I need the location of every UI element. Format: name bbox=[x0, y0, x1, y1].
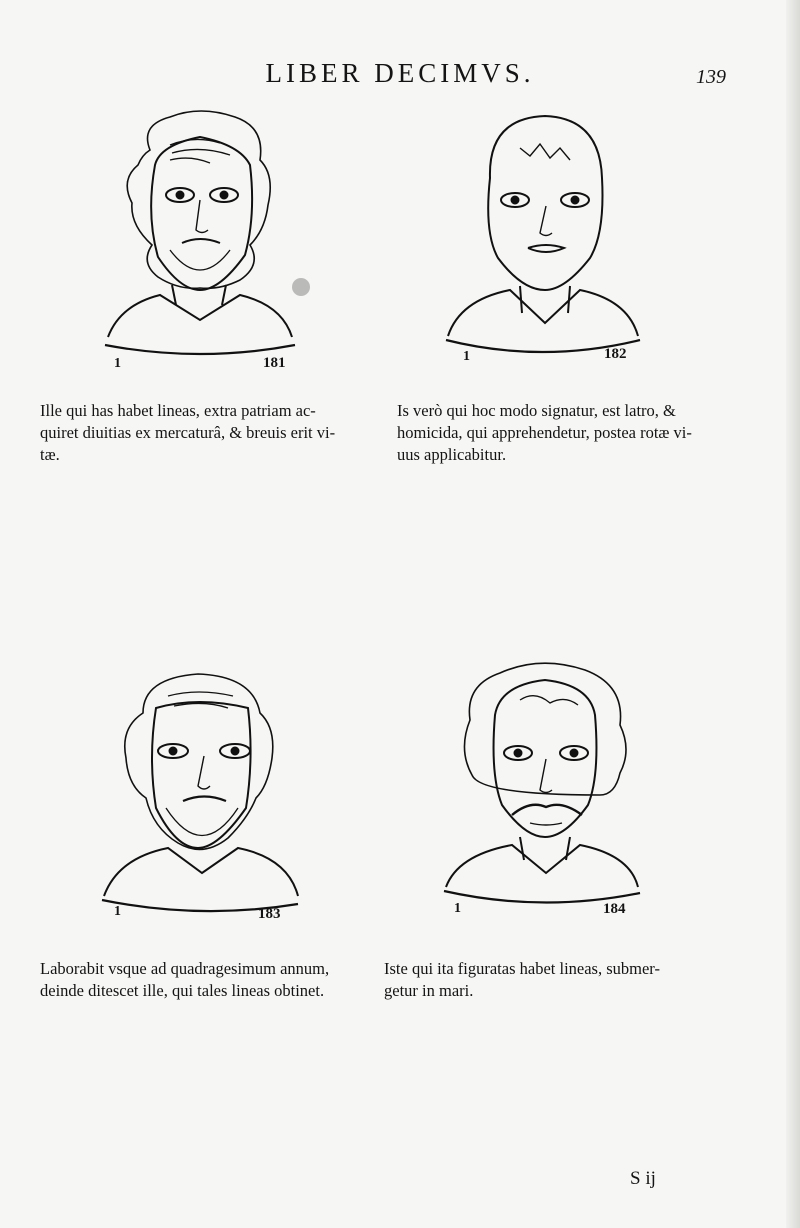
caption-line: Iste qui ita figuratas habet lineas, submer- bbox=[384, 959, 660, 978]
figure-181-mark: 1 bbox=[114, 356, 121, 371]
figure-182-number: 182 bbox=[604, 346, 627, 362]
page-edge-shadow bbox=[786, 0, 800, 1228]
caption-line: uus applicabitur. bbox=[397, 445, 507, 464]
caption-181 bbox=[40, 400, 370, 466]
figure-183-mark: 1 bbox=[114, 904, 121, 919]
figure-181-portrait bbox=[100, 105, 300, 370]
figure-183-portrait bbox=[98, 668, 303, 923]
figure-182-portrait bbox=[440, 108, 645, 370]
caption-line: Is verò qui hoc modo signatur, est latro, & bbox=[397, 401, 676, 420]
caption-183 bbox=[40, 958, 370, 1002]
figure-182-mark: 1 bbox=[463, 349, 470, 364]
figure-181-number: 181 bbox=[263, 355, 286, 371]
figure-184-mark: 1 bbox=[454, 901, 461, 916]
caption-line: homicida, qui apprehendetur, postea rotæ vi- bbox=[397, 423, 692, 442]
caption-line: deinde ditescet ille, qui tales lineas obtinet. bbox=[40, 981, 325, 1000]
caption-182 bbox=[397, 400, 727, 466]
caption-line: tæ. bbox=[40, 445, 60, 464]
caption-line: quiret diuitias ex mercaturâ, & breuis erit vi- bbox=[40, 423, 336, 442]
page-number: 139 bbox=[696, 66, 726, 88]
page-title: LIBER DECIMVS. bbox=[265, 58, 535, 88]
figure-183-number: 183 bbox=[258, 906, 281, 922]
figure-184-portrait bbox=[440, 655, 645, 915]
caption-line: getur in mari. bbox=[384, 981, 474, 1000]
caption-line: Laborabit vsque ad quadragesimum annum, bbox=[40, 959, 330, 978]
signature-mark: S ij bbox=[630, 1168, 656, 1189]
figure-184-number: 184 bbox=[603, 901, 626, 917]
caption-184 bbox=[384, 958, 724, 1002]
caption-line: Ille qui has habet lineas, extra patriam ac- bbox=[40, 401, 316, 420]
